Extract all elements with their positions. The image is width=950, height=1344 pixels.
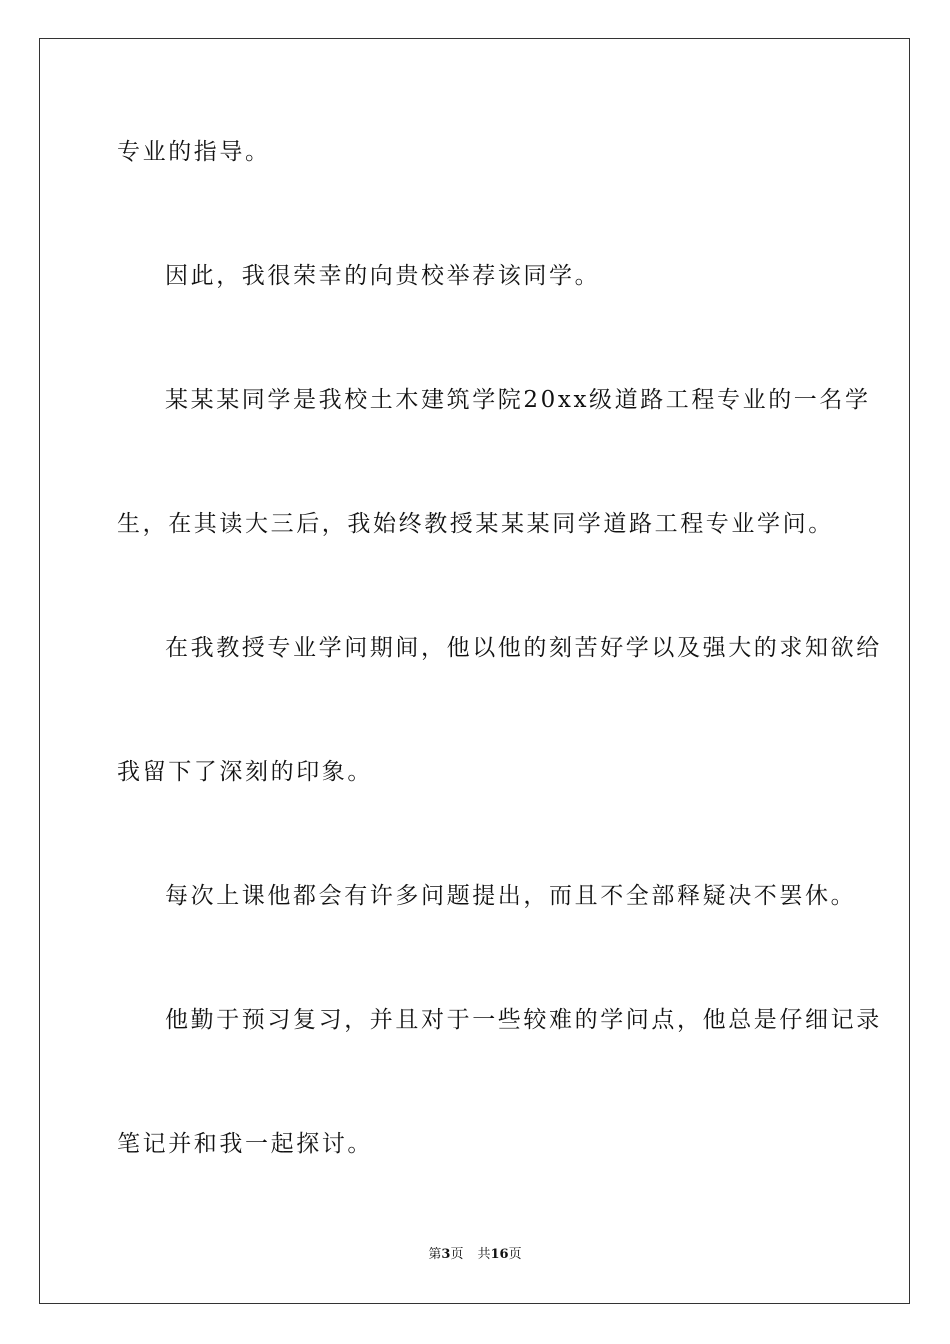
paragraph-line-4: 生，在其读大三后，我始终教授某某某同学道路工程专业学问。 — [117, 511, 834, 537]
paragraph-line-5: 在我教授专业学问期间，他以他的刻苦好学以及强大的求知欲给 — [165, 635, 882, 661]
paragraph-line-9: 笔记并和我一起探讨。 — [117, 1131, 373, 1157]
paragraph-line-7: 每次上课他都会有许多问题提出，而且不全部释疑决不罢休。 — [165, 883, 857, 909]
paragraph-line-8: 他勤于预习复习，并且对于一些较难的学问点，他总是仔细记录 — [165, 1007, 882, 1033]
page-label-prefix: 第 — [428, 1247, 442, 1262]
page-number: 3 — [441, 1247, 451, 1262]
paragraph-line-2: 因此，我很荣幸的向贵校举荐该同学。 — [165, 263, 601, 289]
total-label-suffix: 页 — [508, 1247, 522, 1262]
paragraph-line-3: 某某某同学是我校土木建筑学院20xx级道路工程专业的一名学 — [165, 387, 871, 413]
total-pages: 16 — [490, 1247, 509, 1262]
page-border — [39, 38, 910, 1304]
paragraph-line-1: 专业的指导。 — [117, 139, 271, 165]
total-label-prefix: 共 — [477, 1247, 491, 1262]
page-footer — [0, 1246, 950, 1264]
page-label-suffix: 页 — [450, 1247, 464, 1262]
paragraph-line-6: 我留下了深刻的印象。 — [117, 759, 373, 785]
